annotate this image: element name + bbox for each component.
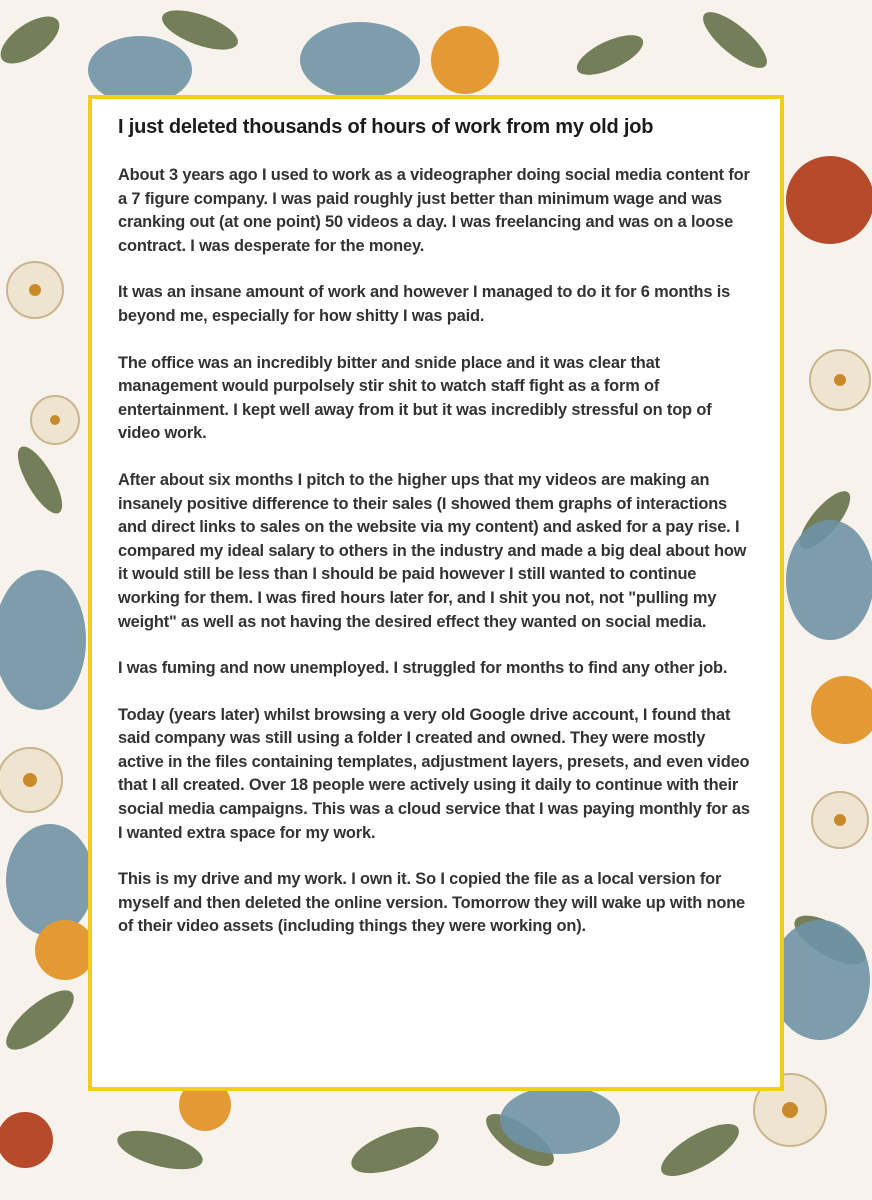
post-paragraph: This is my drive and my work. I own it. So I copied the file as a local version for myself and then deleted the online version. Tomorrow they will wake up with none of their video assets (including things they were working on). — [118, 870, 746, 936]
post-paragraph: The office was an incredibly bitter and snide place and it was clear that management would purpolsely stir shit to watch staff fight as a form of entertainment. I kept well away from it but it was incredibly stressful on top of video work. — [118, 353, 712, 443]
post-card — [88, 95, 784, 1091]
post-paragraph: Today (years later) whilst browsing a very old Google drive account, I found that said company was still using a folder I created and owned. They were mostly active in the files containing templates, adjustment layers, presets, and even video that I all created. Over 18 people were actively using it daily to continue with their social media campaigns. This was a cloud service that I was paying monthly for as I wanted extra space for my work. — [118, 705, 750, 842]
post-paragraph: About 3 years ago I used to work as a videographer doing social media content for a 7 figure company. I was paid roughly just better than minimum wage and was cranking out (at one point) 50 videos a day. I was freelancing and was on a loose contract. I was desperate for the money. — [118, 166, 750, 255]
post-paragraph: I was fuming and now unemployed. I struggled for months to find any other job. — [118, 659, 728, 678]
post-paragraph: After about six months I pitch to the higher ups that my videos are making an insanely positive difference to their sales (I showed them graphs of interactions and direct links to sales on the website via my content) and asked for a pay rise. I compared my ideal salary to others in the industry and made a big deal about how it would still be less than I should be paid however I still wanted to continue working for them. I was fired hours later for, and I shit you not, not "pulling my weight" as well as not having the desired effect they wanted on social media. — [118, 470, 747, 631]
post-title: I just deleted thousands of hours of work from my old job — [118, 116, 654, 138]
post-paragraph: It was an insane amount of work and however I managed to do it for 6 months is beyond me, especially for how shitty I was paid. — [118, 283, 731, 325]
